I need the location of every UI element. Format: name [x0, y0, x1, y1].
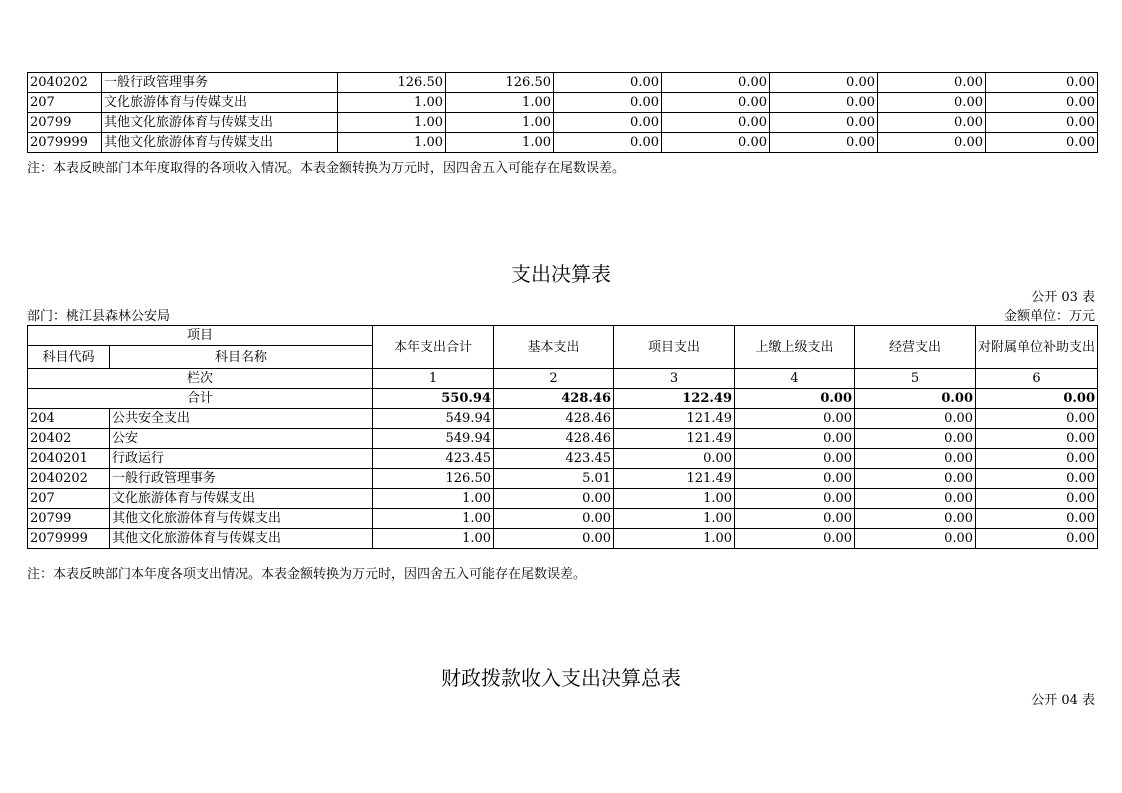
amount-cell: 0.00: [662, 113, 770, 133]
amount-cell: 1.00: [614, 489, 735, 509]
column-index-label: 栏次: [28, 369, 373, 389]
amount-cell: 1.00: [446, 93, 554, 113]
table-row: [28, 449, 1098, 469]
amount-cell: 0.00: [614, 449, 735, 469]
total-row: [28, 389, 1098, 409]
amount-cell: 1.00: [373, 489, 494, 509]
amount-cell: 0.00: [855, 489, 976, 509]
amount-cell: 0.00: [986, 113, 1098, 133]
amount-cell: 0.00: [855, 429, 976, 449]
amount-cell: 0.00: [662, 73, 770, 93]
expense-table-body: [28, 389, 1098, 549]
table-row: [28, 529, 1098, 549]
amount-cell: 0.00: [662, 133, 770, 153]
amount-cell: 0.00: [976, 409, 1098, 429]
header-item: 项目: [28, 326, 373, 346]
department-label: 部门：桃江县森林公安局: [27, 309, 171, 324]
amount-cell: 0.00: [494, 509, 614, 529]
subject-code: 204: [28, 409, 110, 429]
amount-cell: 0.00: [878, 73, 986, 93]
amount-cell: 428.46: [494, 409, 614, 429]
table-number: 公开 04 表: [1031, 693, 1095, 708]
amount-cell: 1.00: [446, 133, 554, 153]
amount-cell: 0.00: [770, 133, 878, 153]
amount-cell: 0.00: [976, 509, 1098, 529]
column-index-row: [28, 369, 1098, 389]
subject-name: 一般行政管理事务: [102, 73, 338, 93]
amount-cell: 1.00: [446, 113, 554, 133]
header-basic-expense: 基本支出: [494, 326, 614, 369]
amount-cell: 0.00: [554, 133, 662, 153]
column-index: 1: [373, 369, 494, 389]
column-index: 4: [735, 369, 855, 389]
table-number: 公开 03 表: [1031, 290, 1095, 305]
amount-cell: 1.00: [614, 529, 735, 549]
amount-cell: 0.00: [735, 489, 855, 509]
amount-cell: 0.00: [976, 429, 1098, 449]
subject-code: 2040201: [28, 449, 110, 469]
amount-cell: 423.45: [494, 449, 614, 469]
amount-cell: 1.00: [373, 529, 494, 549]
header-subject-name: 科目名称: [110, 346, 373, 369]
subject-code: 20402: [28, 429, 110, 449]
amount-cell: 0.00: [855, 449, 976, 469]
column-index: 6: [976, 369, 1098, 389]
amount-cell: 0.00: [735, 469, 855, 489]
amount-cell: 1.00: [373, 509, 494, 529]
amount-cell: 1.00: [338, 133, 446, 153]
amount-cell: 0.00: [855, 529, 976, 549]
total-amount: 550.94: [373, 389, 494, 409]
amount-cell: 0.00: [735, 509, 855, 529]
subject-name: 其他文化旅游体育与传媒支出: [110, 529, 373, 549]
amount-cell: 0.00: [855, 409, 976, 429]
table-row: [28, 113, 1098, 133]
expense-table-header: [28, 326, 1098, 389]
amount-cell: 121.49: [614, 409, 735, 429]
total-label: 合计: [28, 389, 373, 409]
subject-name: 文化旅游体育与传媒支出: [110, 489, 373, 509]
subject-name: 公共安全支出: [110, 409, 373, 429]
header-project-expense: 项目支出: [614, 326, 735, 369]
subject-code: 20799: [28, 509, 110, 529]
amount-cell: 0.00: [976, 489, 1098, 509]
amount-cell: 0.00: [554, 113, 662, 133]
amount-cell: 121.49: [614, 429, 735, 449]
amount-cell: 0.00: [770, 73, 878, 93]
amount-cell: 0.00: [770, 93, 878, 113]
header-remit-upper-expense: 上缴上级支出: [735, 326, 855, 369]
subject-code: 2079999: [28, 133, 102, 153]
table-row: [28, 429, 1098, 449]
amount-cell: 0.00: [976, 469, 1098, 489]
total-amount: 0.00: [855, 389, 976, 409]
income-table-body: [28, 73, 1098, 153]
table-row: [28, 409, 1098, 429]
subject-name: 其他文化旅游体育与传媒支出: [102, 133, 338, 153]
subject-name: 公安: [110, 429, 373, 449]
amount-cell: 0.00: [976, 529, 1098, 549]
amount-cell: 0.00: [662, 93, 770, 113]
header-row: [28, 326, 1098, 346]
amount-cell: 0.00: [770, 113, 878, 133]
amount-cell: 1.00: [338, 113, 446, 133]
amount-cell: 549.94: [373, 429, 494, 449]
amount-cell: 0.00: [494, 489, 614, 509]
amount-cell: 1.00: [614, 509, 735, 529]
amount-cell: 126.50: [446, 73, 554, 93]
table-row: [28, 469, 1098, 489]
amount-cell: 0.00: [735, 429, 855, 449]
amount-cell: 121.49: [614, 469, 735, 489]
table-row: [28, 73, 1098, 93]
subject-code: 207: [28, 489, 110, 509]
column-index: 3: [614, 369, 735, 389]
amount-cell: 126.50: [338, 73, 446, 93]
amount-cell: 1.00: [338, 93, 446, 113]
amount-cell: 0.00: [878, 113, 986, 133]
amount-cell: 0.00: [554, 73, 662, 93]
amount-cell: 0.00: [735, 529, 855, 549]
amount-cell: 0.00: [986, 73, 1098, 93]
amount-cell: 0.00: [976, 449, 1098, 469]
subject-name: 其他文化旅游体育与传媒支出: [110, 509, 373, 529]
amount-cell: 0.00: [855, 469, 976, 489]
expense-table: [27, 325, 1098, 549]
column-index: 2: [494, 369, 614, 389]
subject-code: 2040202: [28, 73, 102, 93]
total-amount: 0.00: [735, 389, 855, 409]
header-subject-code: 科目代码: [28, 346, 110, 369]
table-row: [28, 133, 1098, 153]
header-operating-expense: 经营支出: [855, 326, 976, 369]
amount-cell: 428.46: [494, 429, 614, 449]
subject-code: 2079999: [28, 529, 110, 549]
subject-name: 一般行政管理事务: [110, 469, 373, 489]
amount-unit-label: 金额单位：万元: [1003, 309, 1095, 324]
income-table-continuation: [27, 72, 1098, 153]
amount-cell: 0.00: [878, 133, 986, 153]
amount-cell: 0.00: [554, 93, 662, 113]
total-amount: 428.46: [494, 389, 614, 409]
amount-cell: 0.00: [986, 133, 1098, 153]
subject-name: 行政运行: [110, 449, 373, 469]
header-subsidiary-subsidy: 对附属单位补助支出: [976, 326, 1098, 369]
column-index: 5: [855, 369, 976, 389]
table-row: [28, 509, 1098, 529]
table-row: [28, 489, 1098, 509]
subject-code: 2040202: [28, 469, 110, 489]
fiscal-table-title: 财政拨款收入支出决算总表: [441, 666, 681, 690]
expense-table-title: 支出决算表: [511, 262, 611, 286]
subject-name: 其他文化旅游体育与传媒支出: [102, 113, 338, 133]
amount-cell: 0.00: [494, 529, 614, 549]
amount-cell: 0.00: [986, 93, 1098, 113]
amount-cell: 0.00: [735, 449, 855, 469]
amount-cell: 423.45: [373, 449, 494, 469]
income-table-note: 注：本表反映部门本年度取得的各项收入情况。本表金额转换为万元时，因四舍五入可能存在尾数误差。: [27, 161, 626, 176]
amount-cell: 5.01: [494, 469, 614, 489]
total-amount: 0.00: [976, 389, 1098, 409]
amount-cell: 126.50: [373, 469, 494, 489]
expense-table-note: 注：本表反映部门本年度各项支出情况。本表金额转换为万元时，因四舍五入可能存在尾数误差。: [27, 567, 587, 582]
subject-code: 20799: [28, 113, 102, 133]
total-amount: 122.49: [614, 389, 735, 409]
subject-name: 文化旅游体育与传媒支出: [102, 93, 338, 113]
table-row: [28, 93, 1098, 113]
amount-cell: 0.00: [878, 93, 986, 113]
subject-code: 207: [28, 93, 102, 113]
amount-cell: 549.94: [373, 409, 494, 429]
header-total-expense: 本年支出合计: [373, 326, 494, 369]
amount-cell: 0.00: [735, 409, 855, 429]
amount-cell: 0.00: [855, 509, 976, 529]
